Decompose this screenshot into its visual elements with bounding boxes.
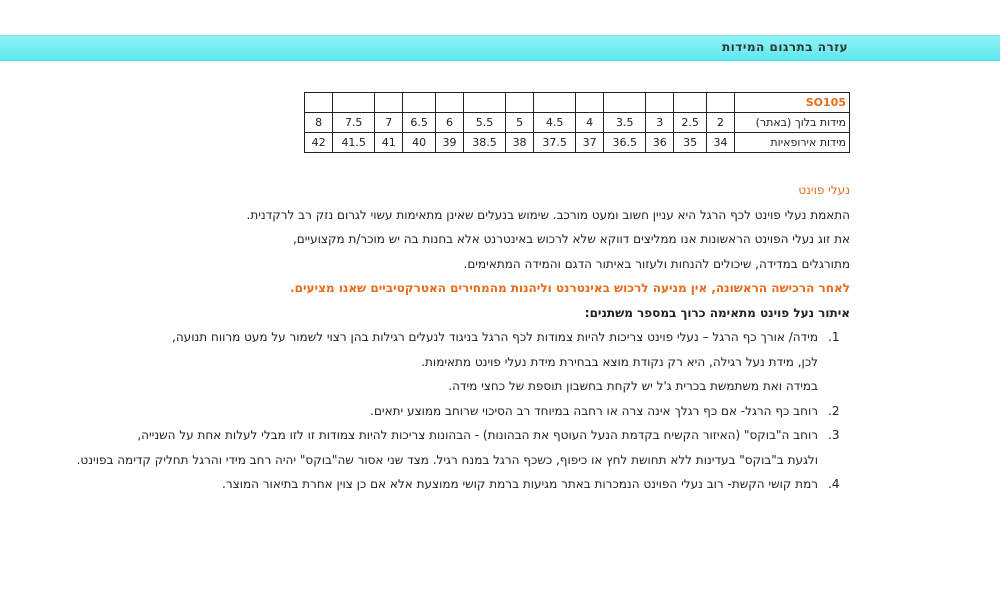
table-cell: [646, 93, 674, 113]
table-cell: [534, 93, 576, 113]
table-cell: [333, 93, 375, 113]
table-cell: [463, 93, 505, 113]
table-cell: 41.5: [333, 133, 375, 153]
model-code: SO105: [735, 93, 850, 113]
table-cell: 37: [576, 133, 604, 153]
item-number: 4.: [828, 477, 840, 491]
table-cell: 36.5: [604, 133, 646, 153]
list-item: [60, 399, 850, 424]
table-cell: 4.5: [534, 113, 576, 133]
page-title: עזרה בתרגום המידות: [721, 40, 848, 54]
table-cell: 3.5: [604, 113, 646, 133]
item-text: רמת קושי הקשת- רוב נעלי הפוינט הנמכרות באתר מגיעות ברמת קושי ממוצעת אלא אם כן צוין אחרת בתיאור המוצר.: [222, 477, 818, 491]
table-cell: 39: [435, 133, 463, 153]
factors-list: [60, 325, 850, 497]
table-cell: 37.5: [534, 133, 576, 153]
factors-title: איתור נעל פוינט מתאימה כרוך במספר משתנים:: [584, 305, 850, 320]
item-text: במידה ואת משתמשת בכרית ג'ל יש לקחת בחשבון תוספת של כחצי מידה.: [448, 379, 818, 393]
table-cell: [576, 93, 604, 113]
size-conversion-table: [304, 92, 850, 153]
table-cell: 35: [674, 133, 707, 153]
table-cell: 38: [506, 133, 534, 153]
table-row: [305, 113, 850, 133]
row-label: מידות אירופאיות: [735, 133, 850, 153]
table-cell: [403, 93, 436, 113]
table-cell: [604, 93, 646, 113]
table-cell: 34: [706, 133, 734, 153]
table-cell: 38.5: [463, 133, 505, 153]
table-cell: [506, 93, 534, 113]
item-text: ולגעת ב"בוקס" בעדינות ללא תחושת לחץ או כיפוף, כשכף הרגל במנח רגיל. מצד שני אסור שה"בוקס" יהיה רחב מידי והרגל תחליק קדימה בפוינט.: [76, 452, 818, 467]
table-cell: 4: [576, 113, 604, 133]
table-cell: 36: [646, 133, 674, 153]
table-cell: 7.5: [333, 113, 375, 133]
table-cell: 5.5: [463, 113, 505, 133]
table-cell: 3: [646, 113, 674, 133]
table-cell: 8: [305, 113, 333, 133]
list-item: [60, 325, 850, 399]
table-cell: 2.5: [674, 113, 707, 133]
item-number: 3.: [828, 428, 840, 442]
item-text: לכן, מידת נעל רגילה, היא רק נקודת מוצא בבחירת מידת נעלי פוינט מתאימות.: [421, 354, 818, 369]
item-text: רוחב ה"בוקס" (האיזור הקשיח בקדמת הנעל העוטף את הבהונות) - הבהונות צריכות להיות צמודות זו לזו מבלי לעלות אחת על השנייה,: [137, 428, 818, 442]
paragraph: מתורגלים במדידה, שיכולים להנחות ולעזור באיתור הדגם והמידה המתאימים.: [463, 256, 850, 271]
table-cell: 41: [375, 133, 403, 153]
table-cell: [375, 93, 403, 113]
row-label: מידות בלוך (באתר): [735, 113, 850, 133]
table-cell: 6.5: [403, 113, 436, 133]
item-text: רוחב כף הרגל- אם כף רגלך אינה צרה או רחבה במיוחד רב הסיכוי שרוחב ממוצע יתאים.: [370, 403, 818, 418]
table-row: [305, 133, 850, 153]
table-cell: 5: [506, 113, 534, 133]
help-content: [60, 178, 850, 497]
table-cell: 42: [305, 133, 333, 153]
table-cell: [706, 93, 734, 113]
header-bar: [0, 35, 1000, 61]
table-row: [305, 93, 850, 113]
table-cell: [435, 93, 463, 113]
table-cell: 7: [375, 113, 403, 133]
section-title: נעלי פוינט: [798, 183, 850, 197]
table-cell: [305, 93, 333, 113]
table-cell: 6: [435, 113, 463, 133]
list-item: [60, 472, 850, 497]
list-item: [60, 423, 850, 472]
paragraph: התאמת נעלי פוינט לכף הרגל היא עניין חשוב ומעט מורכב. שימוש בנעלים שאינן מתאימות עשוי לגרום נזק רב לרקדנית.: [246, 207, 850, 222]
table-cell: 2: [706, 113, 734, 133]
highlight-note: לאחר הרכישה הראשונה, אין מניעה לרכוש באינטרנט וליהנות מהמחירים האטרקטיביים שאנו מציעים.: [290, 281, 850, 295]
item-number: 2.: [828, 403, 840, 418]
table-cell: [674, 93, 707, 113]
item-number: 1.: [828, 330, 840, 344]
table-cell: 40: [403, 133, 436, 153]
item-text: מידה/ אורך כף הרגל – נעלי פוינט צריכות להיות צמודות לכף הרגל בניגוד לנעלים רגילות בהן רצוי לשמור על מעט מרווח תנועה,: [172, 330, 818, 344]
paragraph: את זוג נעלי הפוינט הראשונות אנו ממליצים דווקא שלא לרכוש באינטרנט אלא בחנות בה יש מוכר/ת מקצועיים,: [292, 232, 850, 246]
